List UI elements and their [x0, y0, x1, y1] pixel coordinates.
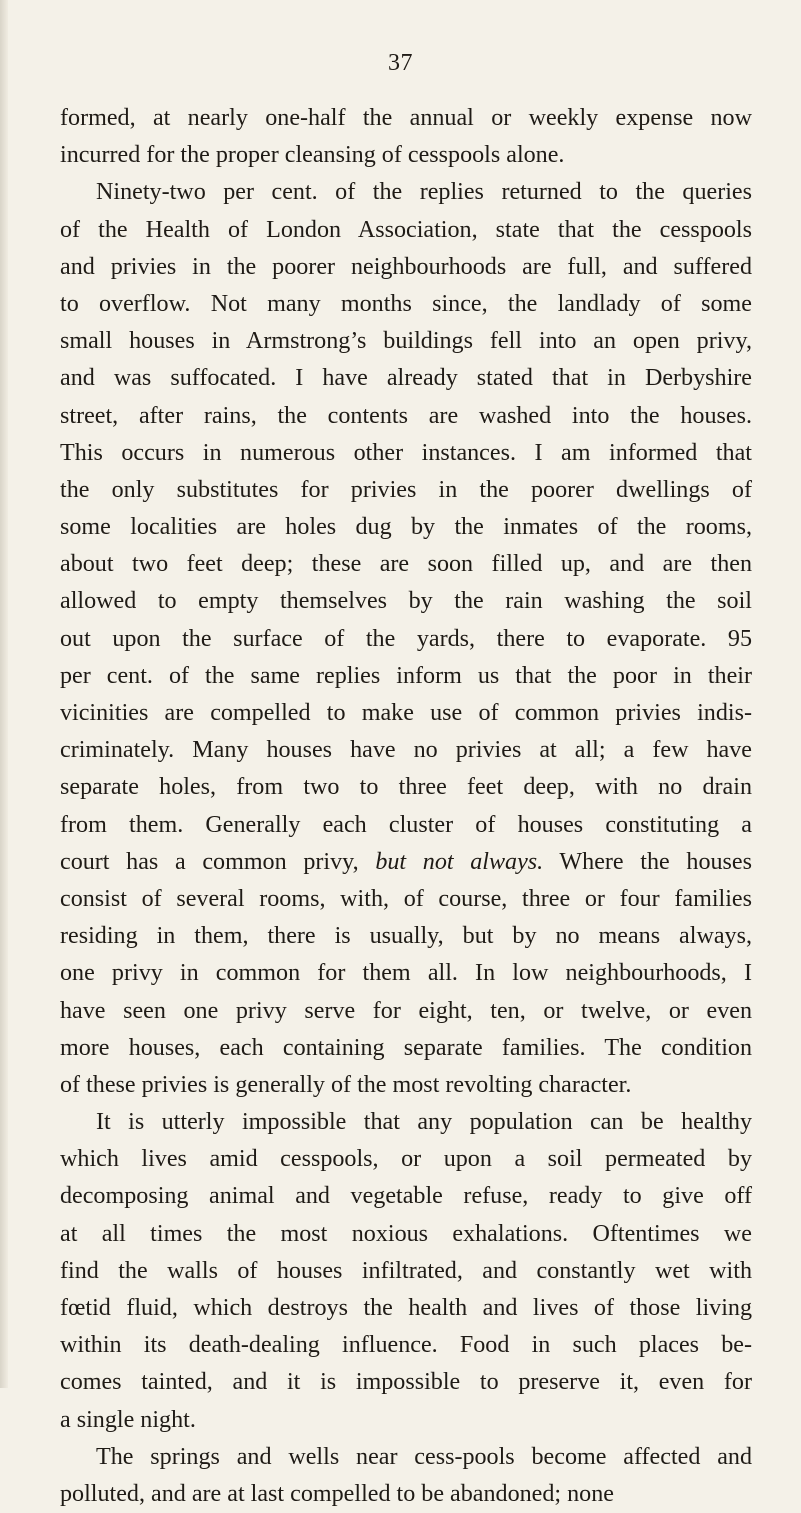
line-text: from them. Generally each cluster of houses constituting a: [60, 811, 752, 838]
text-line: [60, 174, 752, 211]
line-text: to overflow. Not many months since, the landlady of some: [60, 290, 752, 317]
line-text: and privies in the poorer neighbourhoods are full, and suffered: [60, 253, 752, 280]
line-text: Ninety-two per cent. of the replies returned to the queries: [96, 179, 752, 206]
text-line: [60, 360, 752, 397]
line-text: criminately. Many houses have no privies at all; a few have: [60, 737, 752, 764]
text-line: [60, 137, 752, 174]
text-line: [60, 1067, 752, 1104]
line-text: This occurs in numerous other instances. I am informed that: [60, 439, 752, 466]
text-line: [60, 398, 752, 435]
text-line: [60, 583, 752, 620]
line-text: allowed to empty themselves by the rain washing the soil: [60, 588, 752, 615]
text-line: [60, 1476, 752, 1513]
text-line: [60, 1290, 752, 1327]
line-text: find the walls of houses infiltrated, and constantly wet with: [60, 1257, 752, 1284]
text-line: [60, 212, 752, 249]
text-line: [60, 509, 752, 546]
line-text: per cent. of the same replies inform us that the poor in their: [60, 662, 752, 689]
line-text: incurred for the proper cleansing of cesspools alone.: [60, 142, 565, 169]
line-text: fœtid fluid, which destroys the health and lives of those living: [60, 1295, 752, 1321]
text-line: [60, 769, 752, 806]
line-text: residing in them, there is usually, but by no means always,: [60, 923, 752, 950]
line-text: at all times the most noxious exhalations. Oftentimes we: [60, 1220, 752, 1247]
text-line: [60, 1216, 752, 1253]
line-text: of the Health of London Association, state that the cesspools: [60, 216, 752, 243]
body-text: [60, 100, 752, 1513]
text-line: [60, 286, 752, 323]
text-line: [60, 955, 752, 992]
line-text-continued: Where the houses: [543, 848, 752, 875]
text-line: [60, 1178, 752, 1215]
text-line: [60, 621, 752, 658]
text-line: [60, 1327, 752, 1364]
line-text: consist of several rooms, with, of course, three or four families: [60, 885, 752, 912]
line-text: one privy in common for them all. In low neighbourhoods, I: [60, 960, 752, 987]
text-line: [60, 546, 752, 583]
italic-emphasis: but not always.: [375, 848, 544, 875]
text-line: [60, 1402, 752, 1439]
text-line: [60, 323, 752, 360]
text-line: [60, 993, 752, 1030]
line-text: small houses in Armstrong’s buildings fell into an open privy,: [60, 328, 752, 355]
line-text: decomposing animal and vegetable refuse, ready to give off: [60, 1183, 752, 1210]
text-line: [60, 881, 752, 918]
line-text: which lives amid cesspools, or upon a soil permeated by: [60, 1146, 752, 1173]
line-text: court has a common privy,: [60, 848, 376, 875]
line-text: The springs and wells near cess-pools become affected and: [96, 1443, 752, 1470]
text-line: [60, 435, 752, 472]
line-text: vicinities are compelled to make use of common privies indis-: [60, 700, 752, 726]
text-line: [60, 1104, 752, 1141]
line-text: about two feet deep; these are soon filled up, and are then: [60, 551, 752, 578]
text-line: [60, 1253, 752, 1290]
scan-margin-shadow: [0, 0, 8, 1388]
line-text: polluted, and are at last compelled to be abandoned; none: [60, 1480, 614, 1507]
line-text: of these privies is generally of the most revolting character.: [60, 1071, 632, 1098]
text-line: [60, 100, 752, 137]
line-text: the only substitutes for privies in the poorer dwellings of: [60, 476, 752, 503]
line-text: and was suffocated. I have already stated that in Derbyshire: [60, 365, 752, 392]
text-line: [60, 732, 752, 769]
text-line: [60, 472, 752, 509]
text-line: [60, 1030, 752, 1067]
text-line: [60, 807, 752, 844]
line-text: street, after rains, the contents are washed into the houses.: [60, 402, 752, 429]
text-line: [60, 844, 752, 881]
text-line: [60, 1364, 752, 1401]
page-number: 37: [388, 50, 413, 76]
line-text: some localities are holes dug by the inmates of the rooms,: [60, 514, 752, 541]
line-text: It is utterly impossible that any population can be healthy: [96, 1109, 752, 1136]
text-line: [60, 658, 752, 695]
text-line: [60, 918, 752, 955]
text-line: [60, 695, 752, 732]
line-text: have seen one privy serve for eight, ten, or twelve, or even: [60, 997, 752, 1024]
line-text: comes tainted, and it is impossible to preserve it, even for: [60, 1369, 752, 1396]
line-text: separate holes, from two to three feet deep, with no drain: [60, 774, 752, 801]
line-text: out upon the surface of the yards, there to evaporate. 95: [60, 625, 752, 652]
line-text: formed, at nearly one-half the annual or weekly expense now: [60, 105, 752, 131]
text-line: [60, 1141, 752, 1178]
line-text: more houses, each containing separate families. The condition: [60, 1034, 752, 1061]
line-text: a single night.: [60, 1406, 196, 1433]
text-line: [60, 249, 752, 286]
line-text: within its death-dealing influence. Food in such places be-: [60, 1332, 752, 1359]
text-line: [60, 1439, 752, 1476]
